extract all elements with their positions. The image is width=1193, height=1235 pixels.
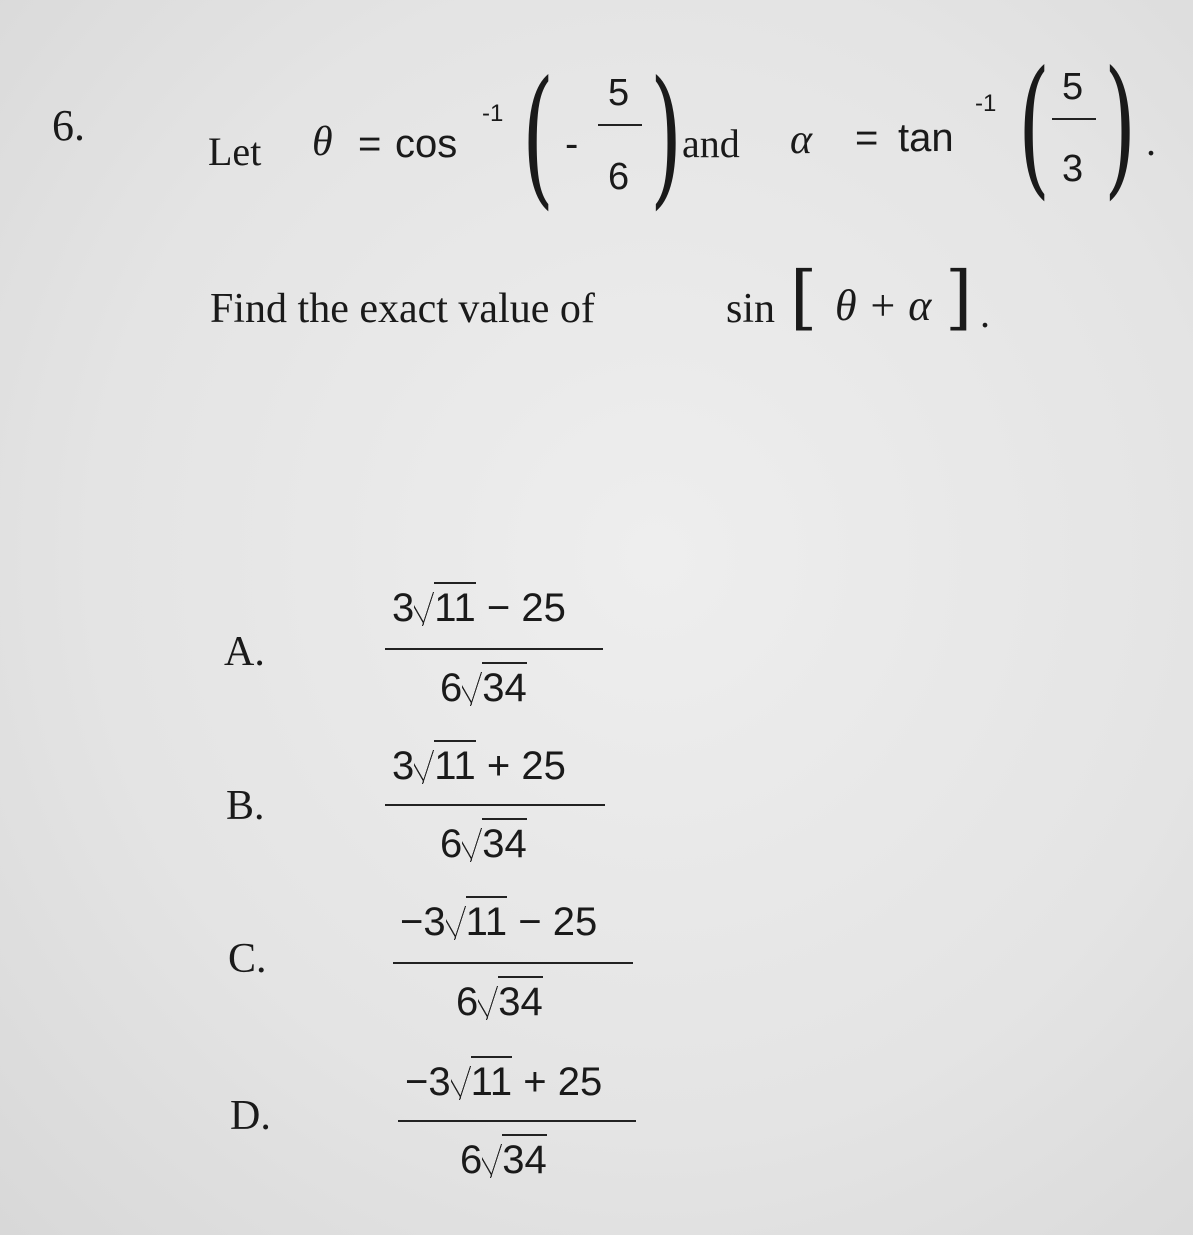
- option-a-fraction-bar: [385, 648, 603, 650]
- option-d-letter: D.: [230, 1093, 271, 1139]
- right-paren-2: ): [1104, 40, 1137, 214]
- and-word: and: [682, 121, 740, 166]
- theta-arg-fraction-bar: [598, 124, 642, 126]
- option-a-denominator: 6 34: [440, 662, 527, 711]
- option-b-letter: B.: [226, 783, 265, 829]
- end-period: .: [1146, 119, 1156, 164]
- tan-function: tan: [898, 116, 954, 160]
- option-b-denominator: 6 34: [440, 818, 527, 867]
- left-bracket: [: [790, 256, 818, 338]
- option-c-letter: C.: [228, 936, 267, 982]
- prompt-period: .: [980, 291, 990, 336]
- inverse-superscript-2: -1: [975, 90, 997, 117]
- option-d-numerator: −3 11 + 25: [405, 1056, 602, 1105]
- option-c-denominator: 6 34: [456, 976, 543, 1025]
- equals-sign-2: =: [855, 116, 879, 160]
- option-b-fraction-bar: [385, 804, 605, 806]
- right-paren-1: ): [650, 50, 683, 224]
- equals-sign-1: =: [358, 122, 382, 166]
- theta-arg-denominator: 6: [608, 156, 630, 198]
- alpha-arg-denominator: 3: [1062, 148, 1084, 190]
- inverse-superscript-1: -1: [482, 100, 504, 127]
- expression-inner: θ + α: [835, 281, 932, 330]
- left-paren-2: (: [1018, 40, 1051, 214]
- option-d-denominator: 6 34: [460, 1134, 547, 1183]
- option-c-fraction-bar: [393, 962, 633, 964]
- option-a-letter: A.: [224, 629, 265, 675]
- option-a-numerator: 3 11 − 25: [392, 582, 566, 631]
- theta-arg-numerator: 5: [608, 72, 630, 114]
- option-d-fraction-bar: [398, 1120, 636, 1122]
- prompt-text: Find the exact value of: [210, 286, 595, 332]
- question-number: 6.: [52, 101, 85, 150]
- alpha-arg-fraction-bar: [1052, 118, 1096, 120]
- right-bracket: ]: [945, 256, 973, 338]
- alpha-symbol: α: [790, 117, 813, 163]
- option-b-numerator: 3 11 + 25: [392, 740, 566, 789]
- let-word: Let: [208, 129, 262, 174]
- negative-sign: -: [565, 122, 579, 166]
- alpha-arg-numerator: 5: [1062, 66, 1084, 108]
- sin-function: sin: [726, 286, 776, 332]
- theta-symbol: θ: [312, 119, 333, 165]
- left-paren-1: (: [522, 50, 555, 224]
- option-c-numerator: −3 11 − 25: [400, 896, 597, 945]
- cos-function: cos: [395, 122, 458, 166]
